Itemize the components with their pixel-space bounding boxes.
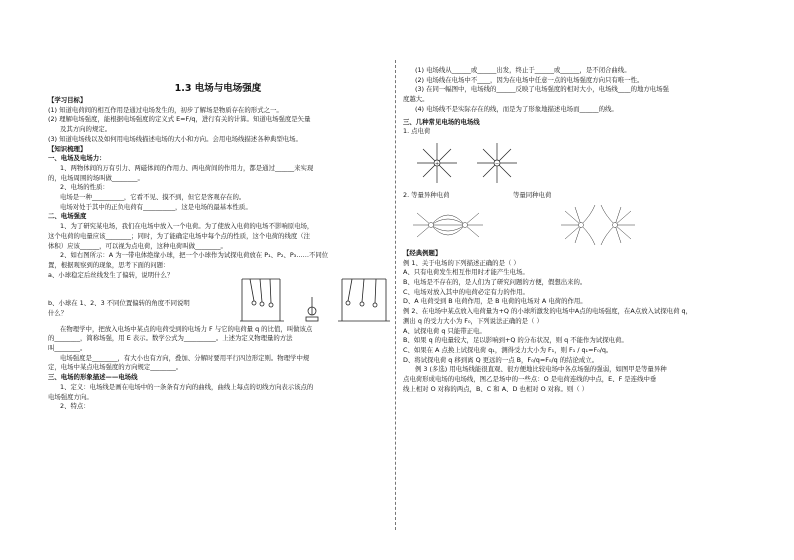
question-b-cont: 什么？ <box>48 308 68 317</box>
right-column <box>403 66 749 394</box>
question-b: b、小球在 1、2、3 不同位置偏转的角度不同说明 <box>48 298 190 307</box>
feature-line: (3) 在同一幅图中，电场线的______反映了电场强度的相对大小，电场线____的地方电场强 <box>415 85 669 94</box>
page-title: 1.3 电场与电场强度 <box>174 83 262 94</box>
example-1-line: D、A 电荷受到 B 电荷作用，是 B 电荷的电场对 A 电荷的作用。 <box>403 297 587 306</box>
unequal-charges-diagram <box>403 203 493 247</box>
pendulum-figure <box>240 275 390 325</box>
feature-line: (1) 电场线从______或______出发，终止于______或______，是不闭合曲线。 <box>415 66 631 74</box>
equal-charges-label: 等量同种电荷 <box>513 190 552 199</box>
example-1-line: B、电场是不存在的，是人们为了研究问题的方便，假想出来的。 <box>403 278 587 287</box>
column-divider <box>395 60 396 530</box>
example-3-line: 点电荷形成电场的电场线，图乙是场中的一些点：O 是电荷连线的中点，E、F 是连线中垂 <box>403 375 657 384</box>
dipole-figures <box>403 203 749 249</box>
goal-line: (3) 知道电场线以及如何用电场线描述电场的大小和方向。会用电场线描述各种典型电场。 <box>48 134 302 143</box>
section-3-line: 1、定义：电场线是画在电场中的一条条有方向的曲线，曲线上每点的切线方向表示该点的 <box>60 382 314 391</box>
section-2-more: 叫________。 <box>48 344 87 353</box>
example-1-line: 例 1、关于电场的下列描述正确的是（ ） <box>403 258 520 267</box>
section-2-more: 的________，简称场强，用 E 表示。数学公式为__________。上述为定义物理量的方法 <box>48 334 293 343</box>
section-2-more: 在物理学中，把放入电场中某点的电荷受到的电场力 F 与它的电荷量 q 的比值，叫做该点 <box>60 324 313 333</box>
pair-labels <box>403 191 749 203</box>
example-1-line: C、电场对放入其中的电荷必定有力的作用。 <box>403 287 529 296</box>
section-3-heading: 三、电场的形象描述——电场线 <box>48 373 138 382</box>
section-2-line: 置，根据观察到的现象，思考下面的问题： <box>48 260 170 269</box>
field-lines-heading: 三、几种常见电场的电场线 <box>403 117 480 126</box>
section-2-more: 电场强度是________，有大小也有方向，叠加、分解时要用平行四边形定则。物理学中规 <box>60 353 310 362</box>
section-2-line: 2、如右图所示：A 为一带电体绝缘小球，把一个小球作为试探电荷放在 P₁、P₂、P₃……不同位 <box>60 251 329 260</box>
section-1-line: 电场对处于其中的正负电荷有__________，这是电场的最基本性质。 <box>60 202 252 211</box>
example-3-line: 线上相对 O 对称的两点，B、C 和 A、D 也相对 O 对称。则（ ） <box>403 384 589 393</box>
section-2-heading: 二、电场强度 <box>48 212 87 221</box>
point-charge-label: 1. 点电荷 <box>403 127 431 136</box>
section-1-line: 2、电场的性质： <box>60 183 109 192</box>
feature-line: (4) 电场线不是实际存在的线，而是为了形象地描述电场而______的线。 <box>415 104 618 113</box>
section-2-line: 体积）应该______，可以视为点电荷，这种电荷叫做________。 <box>48 241 227 250</box>
example-2-line: A、试探电荷 q 只能带正电。 <box>403 326 486 335</box>
point-charge-figures <box>403 137 749 191</box>
example-2-line: B、如果 q 的电量较大，足以影响到+Q 的分布状况，则 q 不能作为试探电荷。 <box>403 336 628 345</box>
feature-line: (2) 电场线在电场中不____，因为在电场中任意一点的电场强度方向只有唯一性。 <box>415 75 644 84</box>
section-3-line: 电场强度方向。 <box>48 392 93 401</box>
example-2-line: D、将试探电荷 q 移到离 Q 更远的一点 B，F₀/q=F₀/q 的结论成立。 <box>403 355 599 364</box>
point-charge-diagram <box>405 137 525 191</box>
example-2-line: 测出 q 的受力大小为 F₀，下列说法正确的是（ ） <box>403 316 543 325</box>
goal-line: (2) 理解电场强度，能根据电场强度的定义式 E=F/q，进行有关的计算。知道电场强度是矢量 <box>48 115 311 124</box>
section-1-line: 电场是一种__________，它看不见、摸不到，但它是客观存在的。 <box>60 193 246 202</box>
section-2-line: 这个电荷的电量应该________；同时，为了能确定电场中每个点的性质，这个电荷的线度（注 <box>48 231 311 240</box>
goal-line: (1) 知道电荷间的相互作用是通过电场发生的，初步了解场是物质存在的形式之一。 <box>48 105 283 114</box>
section-1-line: 1、两物体间的万有引力、两磁体间的作用力、两电荷间的作用力，都是通过______来实现 <box>60 163 314 172</box>
examples-heading: 【经典例题】 <box>403 248 442 257</box>
section-2-line: 1、为了研究某电场，我们在电场中放入一个电荷。为了使放入电荷的电场不影响原电场， <box>60 222 314 231</box>
section-1-line: 的，电场周围的场叫做________。 <box>48 173 144 182</box>
example-2-line: 例 2、在电场中某点放入电荷量为+Q 的小球所激发的电场中A点的电场强度，在A点放入试探电荷 q， <box>403 307 692 316</box>
question-a: a、小球稳定后丝线发生了偏转，说明什么？ <box>48 270 174 279</box>
left-column <box>48 96 388 412</box>
section-1-heading: 一、电场及电场力： <box>48 154 106 163</box>
unequal-charges-label: 2. 等量异种电荷 <box>403 190 450 199</box>
goal-line: 及其方向的规定。 <box>60 125 112 134</box>
svg-text:+: + <box>435 160 440 167</box>
knowledge-heading: 【知识梳理】 <box>48 144 87 153</box>
svg-text:−: − <box>495 160 500 167</box>
pendulum-block <box>48 271 388 325</box>
section-2-more: 定，电场中某点电场强度的方向规定________。 <box>48 363 183 372</box>
example-3-line: 例 3 (多选) 用电场线能很直观、很方便地比较电场中各点场强的强弱，如图甲是等量异种 <box>415 365 667 374</box>
feature-line: 度越大。 <box>403 95 429 104</box>
equal-charges-diagram <box>553 203 643 247</box>
section-3-line: 2、特点： <box>60 402 90 411</box>
goals-heading: 【学习目标】 <box>48 96 87 104</box>
example-1-line: A、只有电荷发生相互作用时才能产生电场。 <box>403 268 529 277</box>
example-2-line: C、如果在 A 点换上试探电荷 q₁，测得受力大小为 F₁，则 F₁ / q₁=F₀/q。 <box>403 345 613 354</box>
